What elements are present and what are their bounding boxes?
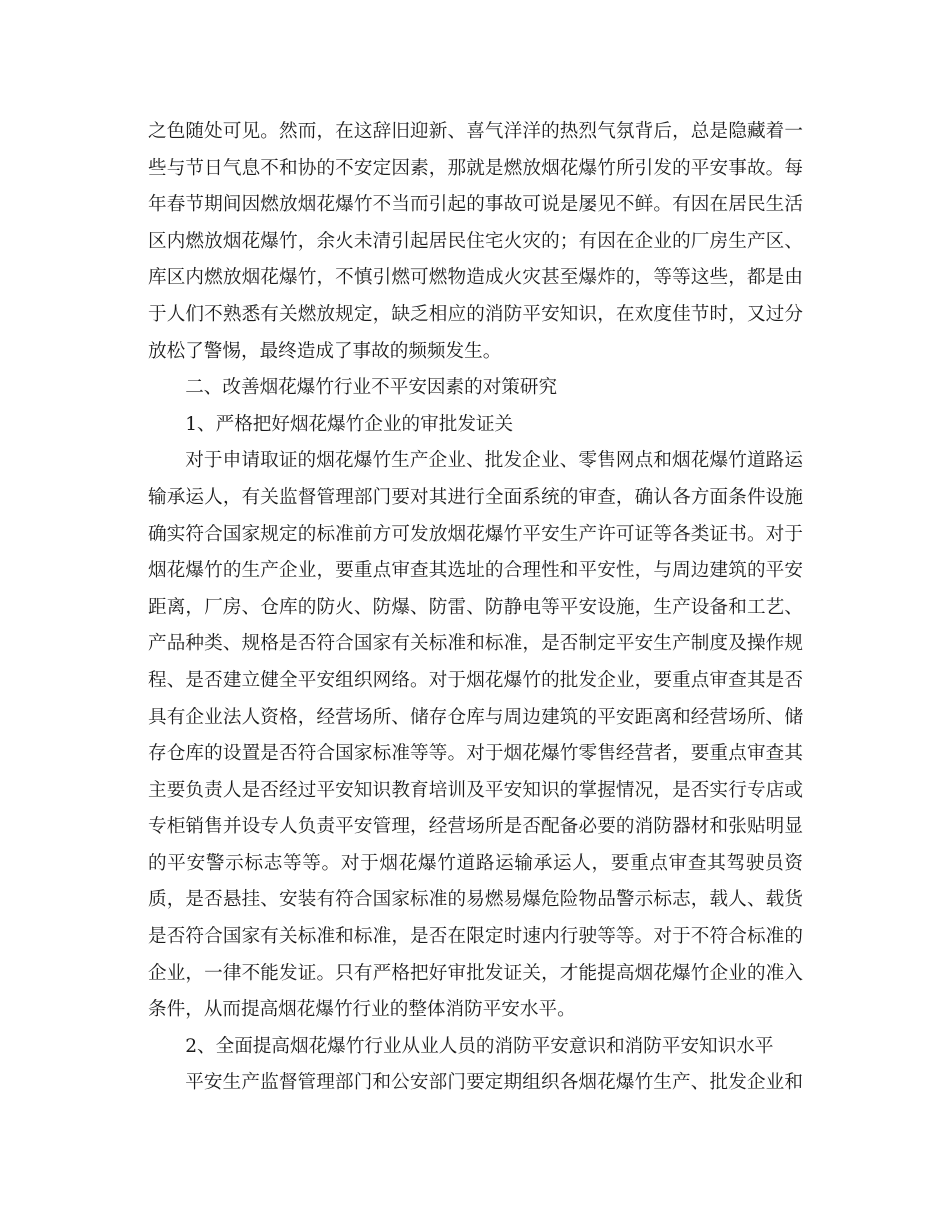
text-line: 具有企业法人资格，经营场所、储存仓库与周边建筑的平安距离和经营场所、储	[148, 706, 803, 728]
text-line: 些与节日气息不和协的不安定因素，那就是燃放烟花爆竹所引发的平安事故。每	[148, 157, 803, 179]
text-line: 质，是否悬挂、安装有符合国家标准的易燃易爆危险物品警示标志，载人、载货	[148, 889, 803, 911]
text-line: 产品种类、规格是否符合国家有关标准和标准，是否制定平安生产制度及操作规	[148, 633, 803, 655]
paragraph-approval-review	[148, 443, 803, 1029]
text-line: 存仓库的设置是否符合国家标准等等。对于烟花爆竹零售经营者，要重点审查其	[148, 743, 803, 765]
text-line: 专柜销售并设专人负责平安管理，经营场所是否配备必要的消防器材和张贴明显	[148, 816, 803, 838]
subsection-heading-awareness	[148, 1029, 803, 1066]
text-line: 烟花爆竹的生产企业，要重点审查其选址的合理性和平安性，与周边建筑的平安	[148, 560, 803, 582]
text-line: 之色随处可见。然而，在这辞旧迎新、喜气洋洋的热烈气氛背后，总是隐藏着一	[148, 121, 803, 142]
subsection-heading-approval	[148, 407, 803, 444]
section-heading-countermeasures	[148, 370, 803, 407]
document-body	[148, 114, 803, 1102]
text-line: 是否符合国家有关标准和标准，是否在限定时速内行驶等等。对于不符合标准的	[148, 926, 803, 948]
text-line: 年春节期间因燃放烟花爆竹不当而引起的事故可说是屡见不鲜。有因在居民生活	[148, 194, 803, 216]
text-line: 对于申请取证的烟花爆竹生产企业、批发企业、零售网点和烟花爆竹道路运	[185, 450, 803, 472]
text-line: 主要负责人是否经过平安知识教育培训及平安知识的掌握情况，是否实行专店或	[148, 779, 803, 801]
text-line: 区内燃放烟花爆竹，余火未清引起居民住宅火灾的；有因在企业的厂房生产区、	[148, 230, 803, 252]
paragraph-training	[148, 1065, 803, 1102]
heading-text: 2、全面提高烟花爆竹行业从业人员的消防平安意识和消防平安知识水平	[185, 1035, 774, 1057]
paragraph-fireworks-accidents	[148, 114, 803, 370]
text-line: 库区内燃放烟花爆竹，不慎引燃可燃物造成火灾甚至爆炸的，等等这些，都是由	[148, 267, 803, 289]
text-line: 于人们不熟悉有关燃放规定，缺乏相应的消防平安知识，在欢度佳节时，又过分	[148, 303, 803, 325]
text-line: 放松了警惕，最终造成了事故的频频发生。	[148, 340, 502, 362]
text-line: 距离，厂房、仓库的防火、防爆、防雷、防静电等平安设施，生产设备和工艺、	[148, 596, 803, 618]
heading-text: 1、严格把好烟花爆竹企业的审批发证关	[185, 413, 514, 435]
heading-text: 二、改善烟花爆竹行业不平安因素的对策研究	[185, 377, 558, 399]
text-line: 的平安警示标志等等。对于烟花爆竹道路运输承运人，要重点审查其驾驶员资	[148, 852, 803, 874]
text-line: 平安生产监督管理部门和公安部门要定期组织各烟花爆竹生产、批发企业和	[185, 1072, 803, 1094]
text-line: 企业，一律不能发证。只有严格把好审批发证关，才能提高烟花爆竹企业的准入	[148, 962, 803, 984]
text-line: 输承运人，有关监督管理部门要对其进行全面系统的审查，确认各方面条件设施	[148, 486, 803, 508]
text-line: 确实符合国家规定的标准前方可发放烟花爆竹平安生产许可证等各类证书。对于	[148, 523, 803, 545]
text-line: 条件，从而提高烟花爆竹行业的整体消防平安水平。	[148, 999, 576, 1021]
text-line: 程、是否建立健全平安组织网络。对于烟花爆竹的批发企业，要重点审查其是否	[148, 669, 803, 691]
